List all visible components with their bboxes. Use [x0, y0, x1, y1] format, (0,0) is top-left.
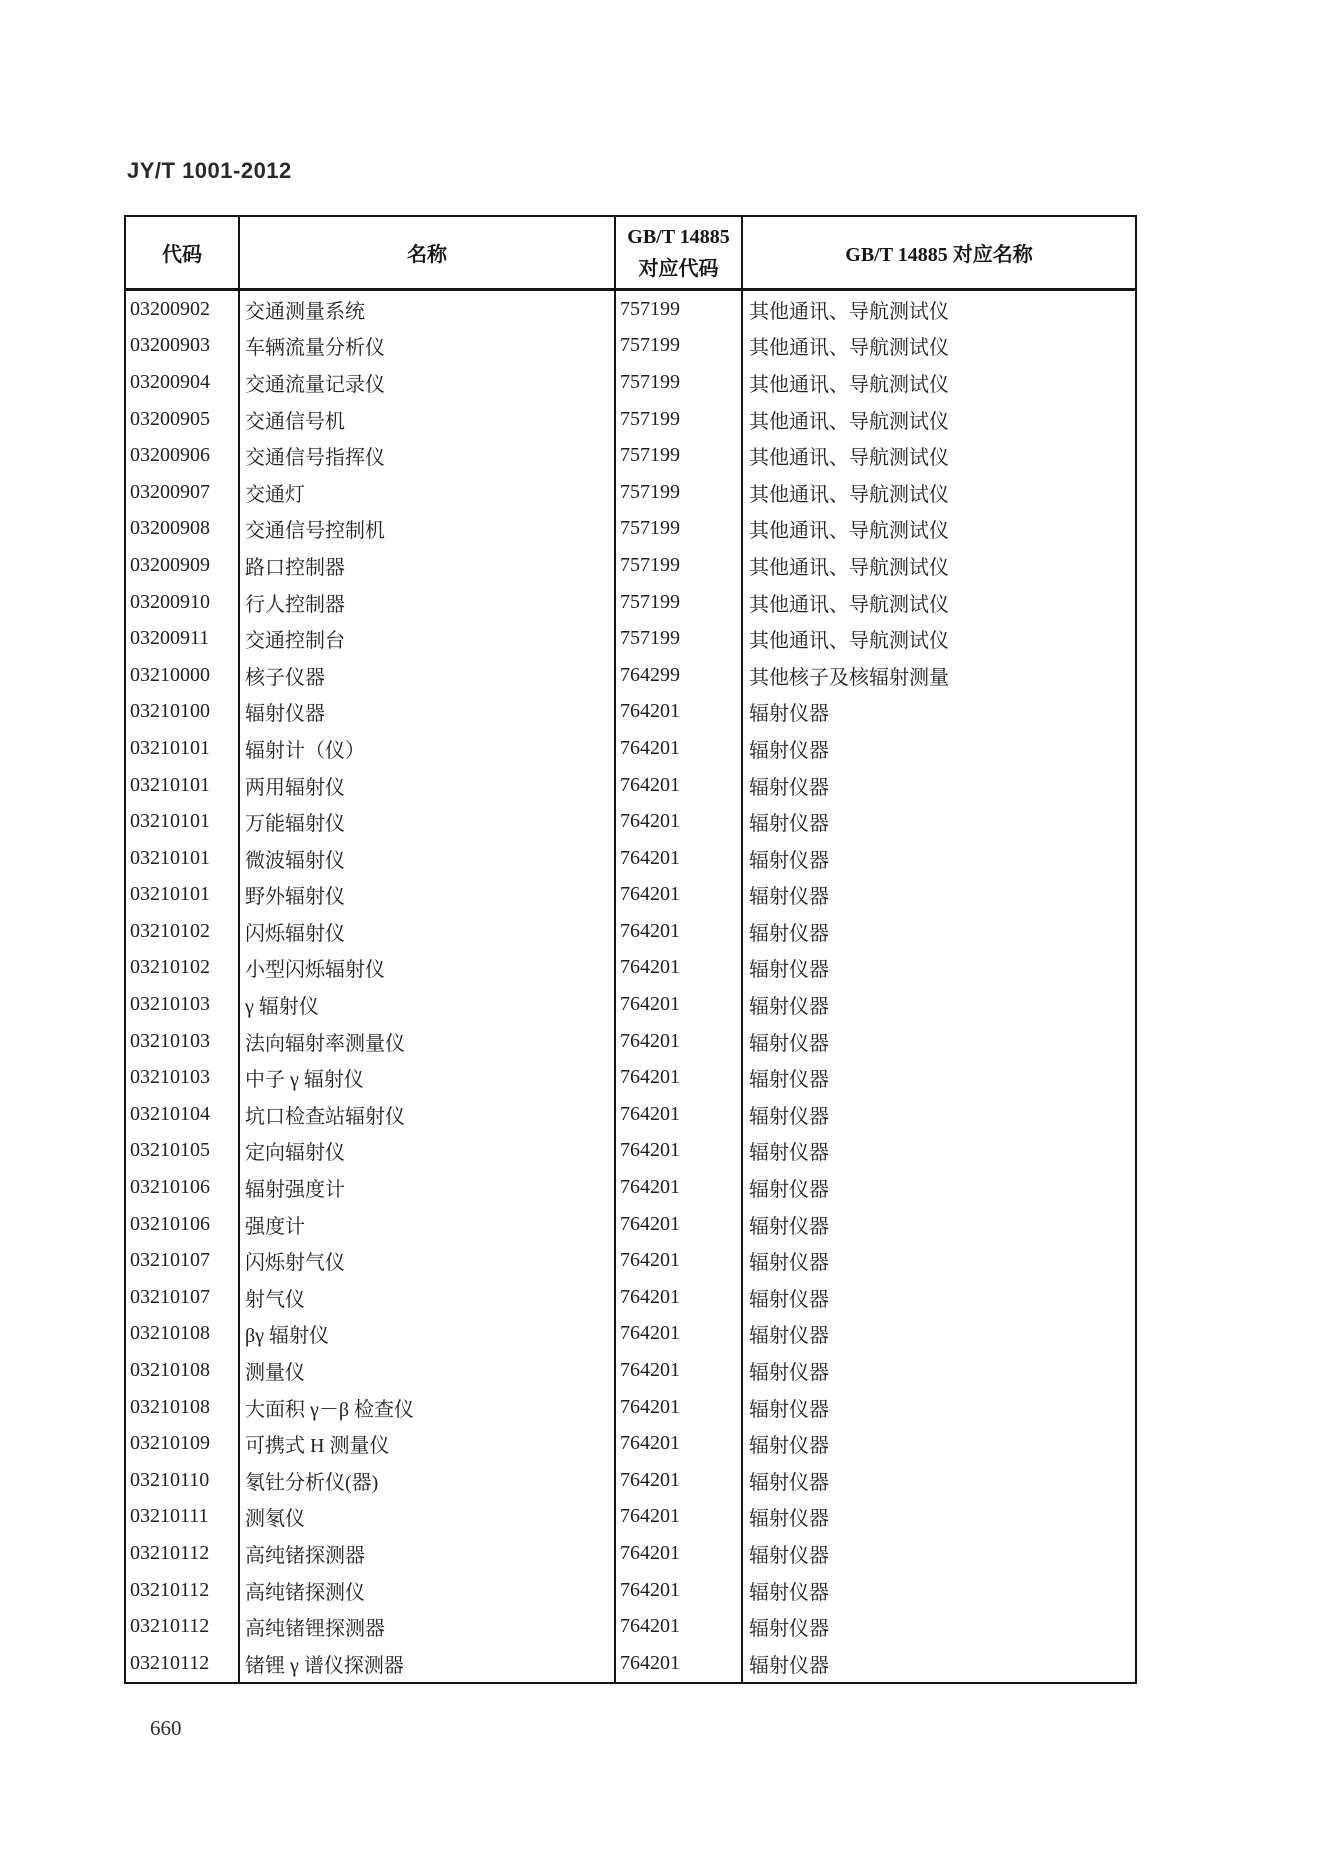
table-row	[125, 657, 1136, 694]
cell-gbt-code: 764201	[615, 1316, 742, 1353]
cell-gbt-name: 辐射仪器	[742, 1535, 1136, 1572]
cell-name: 行人控制器	[239, 584, 615, 621]
cell-gbt-name: 辐射仪器	[742, 1499, 1136, 1536]
table-row	[125, 1279, 1136, 1316]
table-row	[125, 364, 1136, 401]
cell-gbt-name: 辐射仪器	[742, 1206, 1136, 1243]
table-row	[125, 1462, 1136, 1499]
cell-gbt-code: 764201	[615, 986, 742, 1023]
cell-code: 03200907	[125, 474, 239, 511]
cell-name: 测量仪	[239, 1352, 615, 1389]
cell-name: γ 辐射仪	[239, 986, 615, 1023]
cell-code: 03210105	[125, 1133, 239, 1170]
cell-name: 交通信号机	[239, 401, 615, 438]
cell-name: 交通灯	[239, 474, 615, 511]
table-row	[125, 694, 1136, 731]
table-header-row	[125, 216, 1136, 290]
cell-gbt-name: 辐射仪器	[742, 950, 1136, 987]
table-row	[125, 1645, 1136, 1683]
column-header-name: 名称	[239, 216, 615, 290]
cell-gbt-name: 其他通讯、导航测试仪	[742, 584, 1136, 621]
table-row	[125, 767, 1136, 804]
table-row	[125, 1425, 1136, 1462]
cell-gbt-name: 辐射仪器	[742, 1279, 1136, 1316]
cell-gbt-name: 其他通讯、导航测试仪	[742, 401, 1136, 438]
table-row	[125, 950, 1136, 987]
cell-code: 03210110	[125, 1462, 239, 1499]
cell-gbt-name: 辐射仪器	[742, 803, 1136, 840]
column-header-gbt-code	[615, 216, 742, 290]
cell-name: 交通信号控制机	[239, 511, 615, 548]
cell-code: 03210101	[125, 840, 239, 877]
cell-code: 03200905	[125, 401, 239, 438]
cell-gbt-code: 764299	[615, 657, 742, 694]
table-row	[125, 1535, 1136, 1572]
cell-code: 03210103	[125, 1023, 239, 1060]
cell-gbt-code: 757199	[615, 364, 742, 401]
cell-gbt-code: 764201	[615, 1572, 742, 1609]
table-row	[125, 401, 1136, 438]
cell-code: 03210101	[125, 877, 239, 914]
cell-name: 交通控制台	[239, 620, 615, 657]
cell-name: 路口控制器	[239, 547, 615, 584]
cell-gbt-code: 757199	[615, 620, 742, 657]
cell-name: 锗锂 γ 谱仪探测器	[239, 1645, 615, 1683]
cell-gbt-code: 764201	[615, 1645, 742, 1683]
table-header	[125, 216, 1136, 290]
cell-gbt-code: 764201	[615, 694, 742, 731]
table-row	[125, 547, 1136, 584]
cell-gbt-name: 辐射仪器	[742, 1425, 1136, 1462]
table-row	[125, 1206, 1136, 1243]
table-row	[125, 1096, 1136, 1133]
table-row	[125, 620, 1136, 657]
cell-name: 交通信号指挥仪	[239, 437, 615, 474]
table-row	[125, 1572, 1136, 1609]
page-number: 660	[150, 1716, 182, 1740]
cell-name: 坑口检查站辐射仪	[239, 1096, 615, 1133]
cell-gbt-code: 764201	[615, 1206, 742, 1243]
column-header-gbt-name: GB/T 14885 对应名称	[742, 216, 1136, 290]
table-row	[125, 1242, 1136, 1279]
cell-name: βγ 辐射仪	[239, 1316, 615, 1353]
cell-code: 03200908	[125, 511, 239, 548]
cell-code: 03210101	[125, 767, 239, 804]
cell-gbt-name: 辐射仪器	[742, 1462, 1136, 1499]
cell-gbt-code: 764201	[615, 803, 742, 840]
cell-code: 03210106	[125, 1169, 239, 1206]
cell-gbt-name: 辐射仪器	[742, 1096, 1136, 1133]
code-mapping-table	[124, 215, 1137, 1684]
column-header-code: 代码	[125, 216, 239, 290]
cell-code: 03210112	[125, 1535, 239, 1572]
cell-name: 野外辐射仪	[239, 877, 615, 914]
cell-code: 03210107	[125, 1279, 239, 1316]
cell-gbt-name: 其他通讯、导航测试仪	[742, 290, 1136, 328]
cell-gbt-code: 764201	[615, 1279, 742, 1316]
cell-gbt-name: 其他通讯、导航测试仪	[742, 474, 1136, 511]
cell-gbt-name: 辐射仪器	[742, 986, 1136, 1023]
cell-gbt-name: 辐射仪器	[742, 1572, 1136, 1609]
cell-gbt-code: 757199	[615, 584, 742, 621]
table-body	[125, 290, 1136, 1683]
cell-name: 辐射强度计	[239, 1169, 615, 1206]
cell-gbt-name: 辐射仪器	[742, 1389, 1136, 1426]
cell-name: 强度计	[239, 1206, 615, 1243]
cell-gbt-name: 其他通讯、导航测试仪	[742, 547, 1136, 584]
cell-gbt-code: 764201	[615, 1389, 742, 1426]
table-row	[125, 1023, 1136, 1060]
cell-gbt-name: 其他通讯、导航测试仪	[742, 511, 1136, 548]
cell-code: 03210104	[125, 1096, 239, 1133]
cell-code: 03210112	[125, 1645, 239, 1683]
cell-gbt-code: 764201	[615, 1425, 742, 1462]
cell-code: 03210108	[125, 1352, 239, 1389]
cell-gbt-name: 辐射仪器	[742, 1645, 1136, 1683]
cell-gbt-code: 757199	[615, 547, 742, 584]
table-row	[125, 511, 1136, 548]
cell-gbt-code: 764201	[615, 1535, 742, 1572]
table-row	[125, 1059, 1136, 1096]
cell-code: 03200904	[125, 364, 239, 401]
cell-name: 小型闪烁辐射仪	[239, 950, 615, 987]
table-row	[125, 1389, 1136, 1426]
table-row	[125, 730, 1136, 767]
cell-gbt-code: 764201	[615, 730, 742, 767]
cell-code: 03210103	[125, 986, 239, 1023]
cell-code: 03200902	[125, 290, 239, 328]
cell-code: 03210102	[125, 913, 239, 950]
cell-code: 03200909	[125, 547, 239, 584]
table-row	[125, 437, 1136, 474]
cell-gbt-name: 辐射仪器	[742, 1608, 1136, 1645]
cell-gbt-code: 764201	[615, 1499, 742, 1536]
table-row	[125, 1608, 1136, 1645]
table-row	[125, 1499, 1136, 1536]
cell-gbt-name: 辐射仪器	[742, 1242, 1136, 1279]
cell-code: 03210108	[125, 1389, 239, 1426]
table-row	[125, 474, 1136, 511]
cell-gbt-name: 辐射仪器	[742, 730, 1136, 767]
cell-gbt-code: 757199	[615, 437, 742, 474]
cell-name: 微波辐射仪	[239, 840, 615, 877]
column-header-gbt-code-line2: 对应代码	[638, 257, 719, 280]
cell-gbt-name: 辐射仪器	[742, 913, 1136, 950]
cell-gbt-code: 764201	[615, 1462, 742, 1499]
cell-code: 03210109	[125, 1425, 239, 1462]
cell-name: 辐射计（仪）	[239, 730, 615, 767]
cell-gbt-name: 辐射仪器	[742, 1169, 1136, 1206]
table-row	[125, 1133, 1136, 1170]
cell-name: 射气仪	[239, 1279, 615, 1316]
cell-name: 两用辐射仪	[239, 767, 615, 804]
standard-number-title: JY/T 1001-2012	[127, 158, 292, 183]
cell-name: 核子仪器	[239, 657, 615, 694]
cell-code: 03200910	[125, 584, 239, 621]
cell-code: 03210102	[125, 950, 239, 987]
cell-code: 03210112	[125, 1572, 239, 1609]
cell-gbt-code: 764201	[615, 767, 742, 804]
cell-gbt-name: 其他核子及核辐射测量	[742, 657, 1136, 694]
cell-name: 高纯锗探测仪	[239, 1572, 615, 1609]
table-row	[125, 1352, 1136, 1389]
cell-gbt-code: 764201	[615, 1608, 742, 1645]
cell-code: 03210108	[125, 1316, 239, 1353]
cell-code: 03210112	[125, 1608, 239, 1645]
cell-name: 交通流量记录仪	[239, 364, 615, 401]
cell-gbt-code: 764201	[615, 1352, 742, 1389]
cell-gbt-name: 辐射仪器	[742, 767, 1136, 804]
cell-code: 03200911	[125, 620, 239, 657]
cell-gbt-code: 764201	[615, 1169, 742, 1206]
cell-gbt-code: 764201	[615, 840, 742, 877]
cell-name: 交通测量系统	[239, 290, 615, 328]
cell-code: 03200903	[125, 328, 239, 365]
cell-gbt-code: 764201	[615, 1059, 742, 1096]
table-row	[125, 986, 1136, 1023]
cell-name: 法向辐射率测量仪	[239, 1023, 615, 1060]
cell-code: 03210103	[125, 1059, 239, 1096]
cell-code: 03210101	[125, 803, 239, 840]
cell-name: 测氡仪	[239, 1499, 615, 1536]
table-row	[125, 290, 1136, 328]
cell-name: 高纯锗探测器	[239, 1535, 615, 1572]
cell-gbt-code: 757199	[615, 474, 742, 511]
cell-code: 03210106	[125, 1206, 239, 1243]
cell-gbt-name: 辐射仪器	[742, 877, 1136, 914]
cell-name: 车辆流量分析仪	[239, 328, 615, 365]
cell-gbt-name: 辐射仪器	[742, 694, 1136, 731]
cell-gbt-code: 764201	[615, 1133, 742, 1170]
cell-name: 可携式 H 测量仪	[239, 1425, 615, 1462]
cell-code: 03210101	[125, 730, 239, 767]
table-row	[125, 840, 1136, 877]
cell-code: 03200906	[125, 437, 239, 474]
cell-code: 03210100	[125, 694, 239, 731]
table-row	[125, 877, 1136, 914]
cell-name: 闪烁辐射仪	[239, 913, 615, 950]
cell-name: 定向辐射仪	[239, 1133, 615, 1170]
cell-code: 03210111	[125, 1499, 239, 1536]
cell-gbt-name: 辐射仪器	[742, 1316, 1136, 1353]
cell-gbt-name: 辐射仪器	[742, 1352, 1136, 1389]
cell-gbt-code: 764201	[615, 913, 742, 950]
cell-gbt-code: 757199	[615, 511, 742, 548]
cell-gbt-name: 辐射仪器	[742, 1023, 1136, 1060]
cell-gbt-code: 764201	[615, 950, 742, 987]
table-row	[125, 913, 1136, 950]
table-row	[125, 584, 1136, 621]
cell-gbt-code: 764201	[615, 1096, 742, 1133]
cell-gbt-name: 其他通讯、导航测试仪	[742, 620, 1136, 657]
cell-name: 高纯锗锂探测器	[239, 1608, 615, 1645]
cell-gbt-code: 757199	[615, 401, 742, 438]
cell-gbt-code: 757199	[615, 290, 742, 328]
cell-code: 03210000	[125, 657, 239, 694]
cell-gbt-name: 其他通讯、导航测试仪	[742, 364, 1136, 401]
table-row	[125, 1316, 1136, 1353]
cell-gbt-name: 其他通讯、导航测试仪	[742, 437, 1136, 474]
cell-gbt-code: 764201	[615, 877, 742, 914]
cell-code: 03210107	[125, 1242, 239, 1279]
cell-gbt-name: 辐射仪器	[742, 840, 1136, 877]
cell-gbt-name: 辐射仪器	[742, 1059, 1136, 1096]
cell-name: 中子 γ 辐射仪	[239, 1059, 615, 1096]
cell-gbt-code: 764201	[615, 1242, 742, 1279]
cell-name: 大面积 γ－β 检查仪	[239, 1389, 615, 1426]
table-row	[125, 803, 1136, 840]
cell-gbt-name: 其他通讯、导航测试仪	[742, 328, 1136, 365]
cell-gbt-name: 辐射仪器	[742, 1133, 1136, 1170]
cell-name: 辐射仪器	[239, 694, 615, 731]
cell-name: 万能辐射仪	[239, 803, 615, 840]
cell-name: 氡钍分析仪(器)	[239, 1462, 615, 1499]
cell-gbt-code: 764201	[615, 1023, 742, 1060]
column-header-gbt-code-line1: GB/T 14885	[627, 225, 730, 248]
cell-name: 闪烁射气仪	[239, 1242, 615, 1279]
table-row	[125, 328, 1136, 365]
cell-gbt-code: 757199	[615, 328, 742, 365]
table-row	[125, 1169, 1136, 1206]
